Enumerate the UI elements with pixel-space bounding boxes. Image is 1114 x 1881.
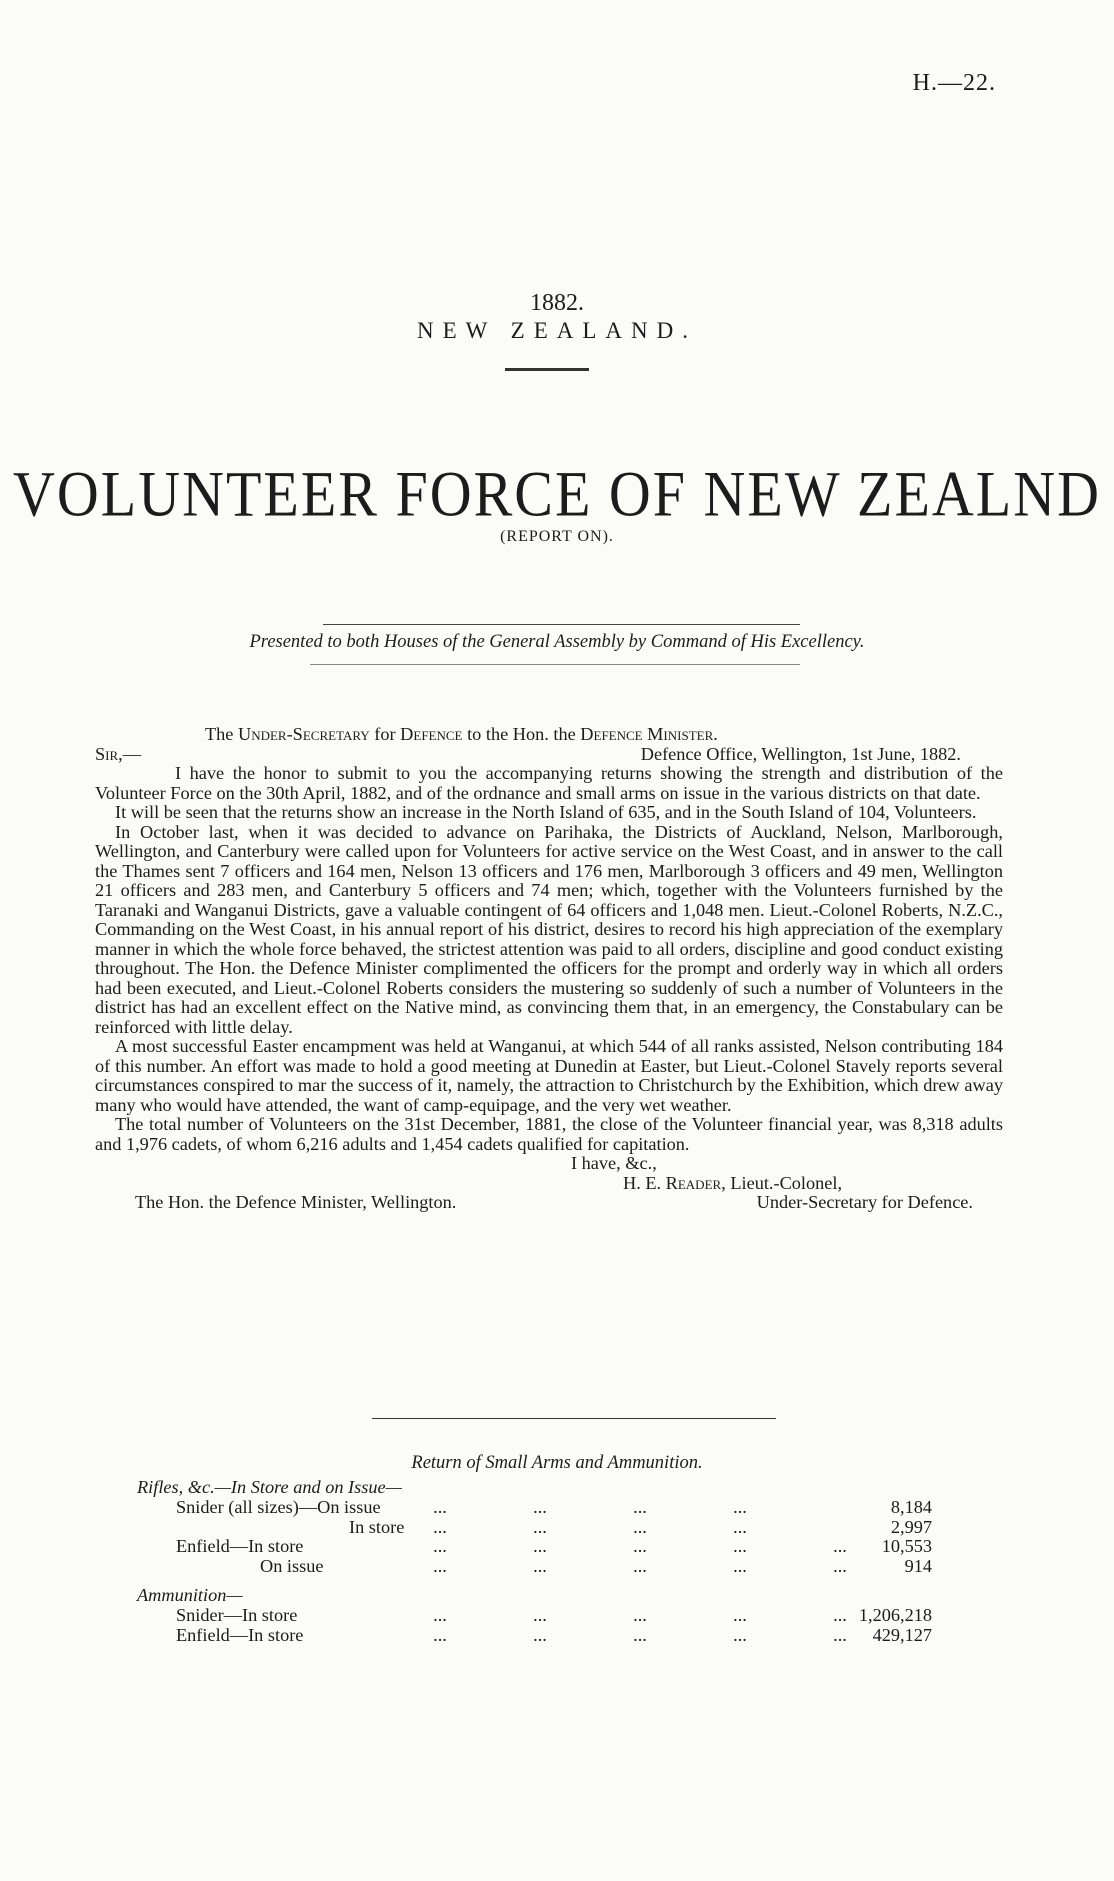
row-value: 1,206,218 — [858, 1604, 932, 1625]
page-title: VOLUNTEER FORCE OF NEW ZEALND — [13, 457, 1101, 530]
presentation-note: Presented to both Houses of the General Assembly by Command of His Excellency. — [249, 632, 865, 652]
document-reference: H.—22. — [912, 70, 996, 96]
sender-title: Under-Secretary — [238, 724, 370, 744]
document-year: 1882. — [530, 290, 584, 316]
row-label: Snider (all sizes)—On issue — [176, 1496, 381, 1517]
table-title: Return of Small Arms and Ammunition. — [411, 1453, 703, 1473]
row-label: Ammunition— — [137, 1584, 243, 1605]
leader-dots: ... ... ... ... ... — [433, 1536, 847, 1557]
signatory-title: Under-Secretary for Defence. — [756, 1192, 973, 1212]
decorative-rule — [505, 368, 589, 371]
salutation-row — [95, 745, 1003, 765]
signature: H. E. Reader, Lieut.-Colonel, — [623, 1172, 843, 1193]
letter-heading: The Under-Secretary for Defence to the Hon. the Defence Minister. — [205, 724, 718, 744]
leader-dots: ... ... ... ... ... — [433, 1624, 847, 1645]
paragraph: I have the honor to submit to you the accompanying returns showing the strength and distribution of the Volunteer Force on the 30th April, 1882, and of the ordnance and small arms on issue in the various districts on that date. — [95, 763, 1003, 803]
paragraph: In October last, when it was decided to advance on Parihaka, the Districts of Auckland, Nelson, Marlborough, Wellington, and Canterbury were called upon for Volunteers for active service on the West Coast, and in answer to the call the Thames sent 7 officers and 164 men, Nelson 13 officers and 176 men, Marlborough 3 officers and 49 men, Wellington 21 officers and 283 men, and Canterbury 5 officers and 74 men; which, together with the Volunteers furnished by the Taranaki and Wanganui Districts, gave a valuable contingent of 64 officers and 1,048 men. Lieut.-Colonel Roberts, N.Z.C., Commanding on the West Coast, in his annual report of his district, desires to record his high appreciation of the exemplary manner in which the whole force behaved, the strictest attention was paid to all orders, discipline and good conduct existing throughout. The Hon. the Defence Minister complimented the officers for the prompt and orderly way in which all orders had been executed, and Lieut.-Colonel Roberts considers the mustering so suddenly of such a number of Volunteers in the district has had an excellent effect on the Native mind, as convincing them that, in an emergency, the Constabulary can be reinforced with little delay. — [95, 821, 1003, 1037]
addressee: The Hon. the Defence Minister, Wellington. — [135, 1192, 457, 1212]
section-divider — [372, 1418, 776, 1419]
page-subtitle: (REPORT ON). — [500, 528, 614, 545]
divider-rule — [310, 664, 800, 665]
table-row — [130, 1586, 930, 1606]
table-row — [130, 1478, 930, 1498]
row-value: 10,553 — [881, 1536, 932, 1557]
row-label: Enfield—In store — [176, 1624, 304, 1645]
row-label: Enfield—In store — [176, 1536, 304, 1557]
table-row — [130, 1498, 930, 1518]
row-label: Rifles, &c.—In Store and on Issue— — [137, 1477, 402, 1497]
table-row — [130, 1606, 930, 1626]
leader-dots: ... ... ... ... ... — [433, 1604, 847, 1625]
recipient-title: Defence Minister — [580, 724, 714, 744]
row-label: On issue — [260, 1556, 324, 1577]
country-heading: NEW ZEALAND. — [416, 318, 698, 343]
closing: I have, &c., — [571, 1153, 657, 1173]
table-row — [130, 1626, 930, 1646]
row-label: In store — [349, 1516, 405, 1537]
divider-rule — [323, 624, 800, 625]
row-value: 8,184 — [890, 1496, 932, 1517]
signature-row — [95, 1193, 1003, 1213]
row-value: 914 — [904, 1556, 932, 1577]
leader-dots: ... ... ... ... ... — [433, 1556, 847, 1577]
paragraph: The total number of Volunteers on the 31st December, 1881, the close of the Volunteer financial year, was 8,318 adults and 1,976 cadets, of whom 6,216 adults and 1,454 cadets qualified for capitation. — [95, 1114, 1003, 1154]
letter-body — [95, 725, 1003, 1213]
leader-dots: ... ... ... ... — [433, 1496, 747, 1517]
paragraph: A most successful Easter encampment was held at Wanganui, at which 544 of all ranks assisted, Nelson contributing 184 of this number. An effort was made to hold a good meeting at Dunedin at Easter, but Lieut.-Colonel Stavely reports several circumstances conspired to mar the success of it, namely, the attraction to Christchurch by the Exhibition, which drew away many who would have attended, the want of camp-equipage, and the very wet weather. — [95, 1036, 1003, 1115]
row-value: 2,997 — [890, 1516, 932, 1537]
paragraph: It will be seen that the returns show an increase in the North Island of 635, and in the South Island of 104, Volunteers. — [115, 802, 977, 822]
place-date: Defence Office, Wellington, 1st June, 1882. — [640, 743, 961, 764]
small-arms-table — [130, 1478, 930, 1645]
table-row — [130, 1518, 930, 1538]
row-label: Snider—In store — [176, 1604, 298, 1625]
table-row — [130, 1557, 930, 1577]
row-value: 429,127 — [872, 1624, 932, 1645]
salutation: Sir,— — [95, 743, 142, 764]
table-row — [130, 1537, 930, 1557]
leader-dots: ... ... ... ... — [433, 1516, 747, 1537]
